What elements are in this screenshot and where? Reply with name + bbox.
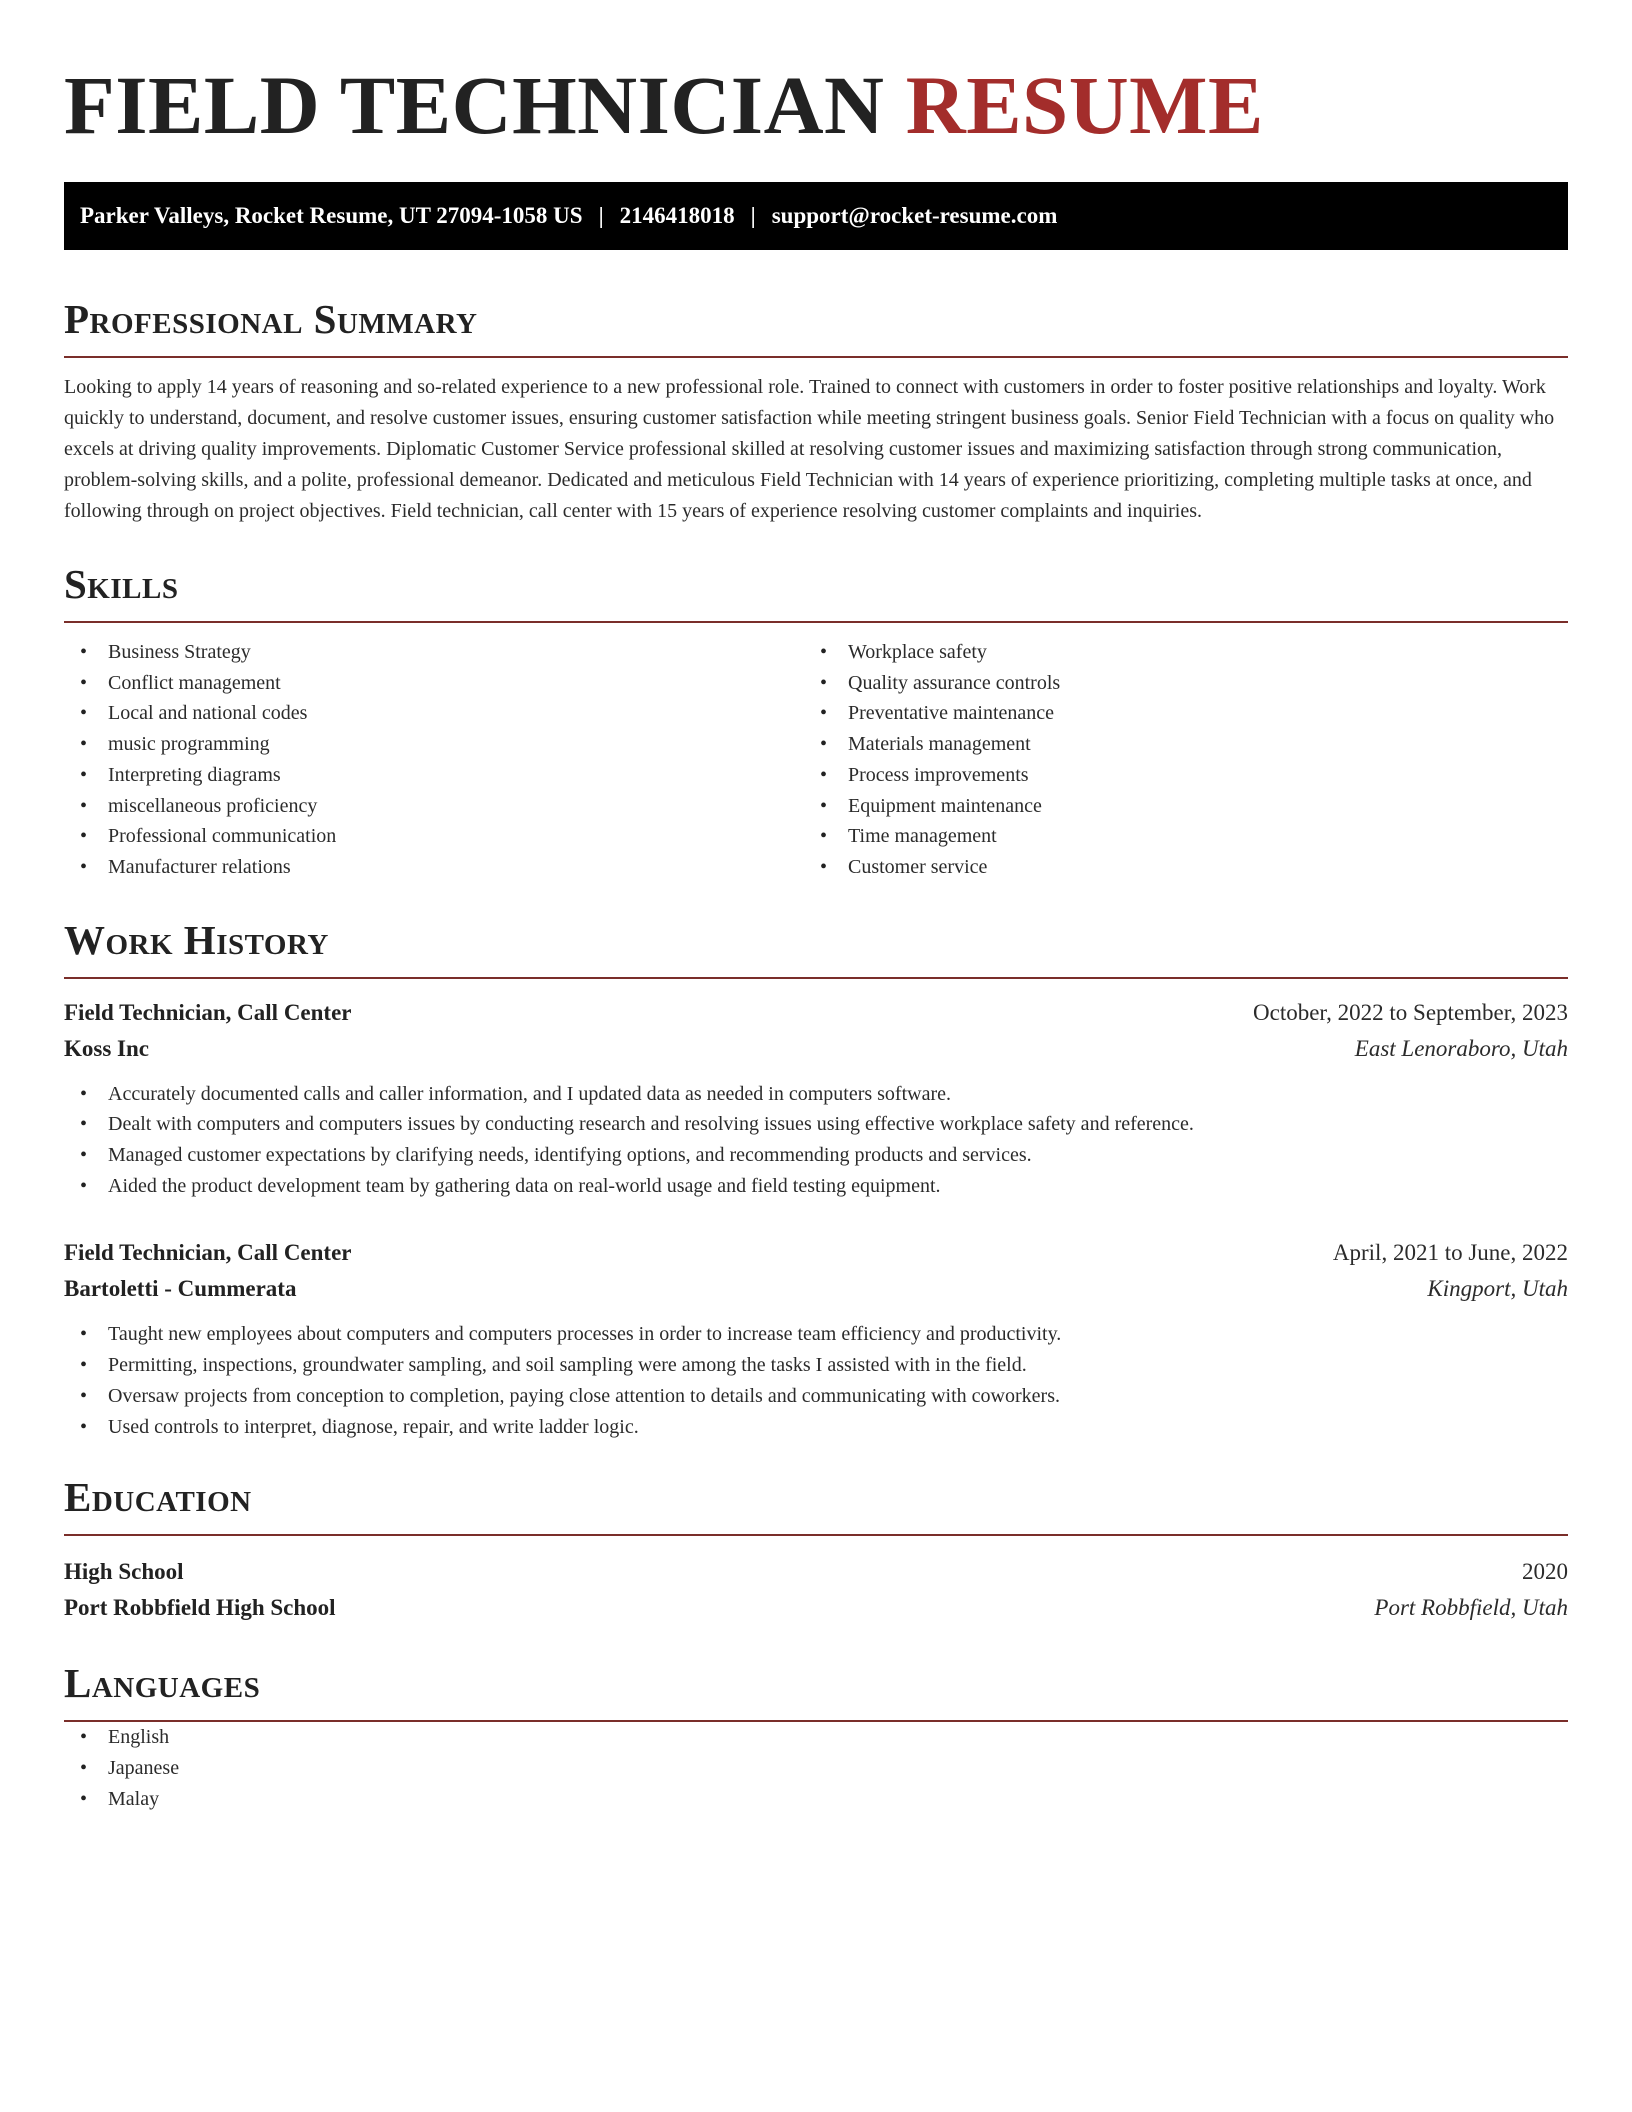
skill-item: • Local and national codes xyxy=(64,698,804,729)
job-title: Field Technician, Call Center xyxy=(64,1240,352,1266)
job-entry xyxy=(64,995,1568,1202)
job-company-row xyxy=(64,1031,1568,1067)
skill-item: • Preventative maintenance xyxy=(804,698,1544,729)
education-degree-row xyxy=(64,1554,1568,1590)
job-location: Kingport, Utah xyxy=(1427,1276,1568,1302)
skill-item: • Interpreting diagrams xyxy=(64,760,804,791)
summary-heading: Professional Summary xyxy=(64,296,1568,358)
education-year: 2020 xyxy=(1522,1559,1568,1585)
contact-bar xyxy=(64,182,1568,250)
skill-item: • Business Strategy xyxy=(64,637,804,668)
job-bullets xyxy=(64,1319,1568,1442)
job-company: Bartoletti - Cummerata xyxy=(64,1276,297,1302)
contact-email[interactable]: support@rocket-resume.com xyxy=(771,203,1058,228)
skill-item: • Conflict management xyxy=(64,668,804,699)
language-item: • English xyxy=(64,1722,1568,1753)
education-entry xyxy=(64,1554,1568,1626)
job-bullet: • Taught new employees about computers and computers processes in order to increase team efficiency and productivity. xyxy=(64,1319,1568,1350)
job-title: Field Technician, Call Center xyxy=(64,999,352,1025)
job-bullet: • Dealt with computers and computers issues by conducting research and resolving issues using effective workplace safety and reference. xyxy=(64,1109,1568,1140)
contact-separator: | xyxy=(750,203,756,228)
contact-address: Parker Valleys, Rocket Resume, UT 27094-1058 US xyxy=(80,203,583,228)
skill-item: • Manufacturer relations xyxy=(64,852,804,883)
language-item: • Malay xyxy=(64,1784,1568,1815)
skill-item: • Quality assurance controls xyxy=(804,668,1544,699)
skill-item: • music programming xyxy=(64,729,804,760)
education-school: Port Robbfield High School xyxy=(64,1595,336,1621)
title-accent: RESUME xyxy=(905,59,1264,151)
skills-grid xyxy=(64,637,1568,883)
skill-item: • Materials management xyxy=(804,729,1544,760)
job-company: Koss Inc xyxy=(64,1035,149,1061)
education-school-row xyxy=(64,1590,1568,1626)
skill-item: • Process improvements xyxy=(804,760,1544,791)
job-company-row xyxy=(64,1271,1568,1307)
job-entry xyxy=(64,1235,1568,1442)
job-dates: October, 2022 to September, 2023 xyxy=(1253,999,1568,1025)
skills-heading: Skills xyxy=(64,561,1568,623)
job-dates: April, 2021 to June, 2022 xyxy=(1332,1240,1568,1266)
title-main: FIELD TECHNICIAN xyxy=(64,59,885,151)
contact-separator: | xyxy=(598,203,604,228)
job-bullet: • Oversaw projects from conception to completion, paying close attention to details and communicating with coworkers. xyxy=(64,1381,1568,1412)
job-bullet: • Managed customer expectations by clarifying needs, identifying options, and recommending products and services. xyxy=(64,1140,1568,1171)
summary-text: Looking to apply 14 years of reasoning and so-related experience to a new professional role. Trained to connect with customers in order to foster positive relationships and loyalty. Work quickly to understand, document, and resolve customer issues, ensuring customer satisfaction while meeting stringent business goals. Senior Field Technician with a focus on quality who excels at driving quality improvements. Diplomatic Customer Service professional skilled at resolving customer issues and maximizing satisfaction through strong communication, problem-solving skills, and a polite, professional demeanor. Dedicated and meticulous Field Technician with 14 years of experience prioritizing, completing multiple tasks at once, and following through on project objectives. Field technician, call center with 15 years of experience resolving customer complaints and inquiries. xyxy=(64,376,1555,522)
education-degree: High School xyxy=(64,1559,184,1585)
job-bullet: • Accurately documented calls and caller information, and I updated data as needed in computers software. xyxy=(64,1079,1568,1110)
education-location: Port Robbfield, Utah xyxy=(1374,1595,1568,1621)
skill-item: • miscellaneous proficiency xyxy=(64,791,804,822)
skill-item: • Equipment maintenance xyxy=(804,791,1544,822)
languages-list xyxy=(64,1722,1568,1814)
contact-phone[interactable]: 2146418018 xyxy=(619,203,735,228)
job-bullet: • Used controls to interpret, diagnose, repair, and write ladder logic. xyxy=(64,1412,1568,1443)
education-heading: Education xyxy=(64,1474,1568,1536)
job-title-row xyxy=(64,1235,1568,1271)
job-bullet: • Permitting, inspections, groundwater sampling, and soil sampling were among the tasks I assisted with in the field. xyxy=(64,1350,1568,1381)
job-bullets xyxy=(64,1079,1568,1202)
languages-heading: Languages xyxy=(64,1660,1568,1722)
skills-list-right xyxy=(804,637,1544,883)
skill-item: • Workplace safety xyxy=(804,637,1544,668)
skill-item: • Professional communication xyxy=(64,821,804,852)
job-title-row xyxy=(64,995,1568,1031)
resume-title xyxy=(64,0,1568,152)
work-heading: Work History xyxy=(64,917,1568,979)
job-bullet: • Aided the product development team by gathering data on real-world usage and field testing equipment. xyxy=(64,1171,1568,1202)
job-location: East Lenoraboro, Utah xyxy=(1354,1035,1568,1061)
language-item: • Japanese xyxy=(64,1753,1568,1784)
skill-item: • Time management xyxy=(804,821,1544,852)
skill-item: • Customer service xyxy=(804,852,1544,883)
skills-list-left xyxy=(64,637,804,883)
